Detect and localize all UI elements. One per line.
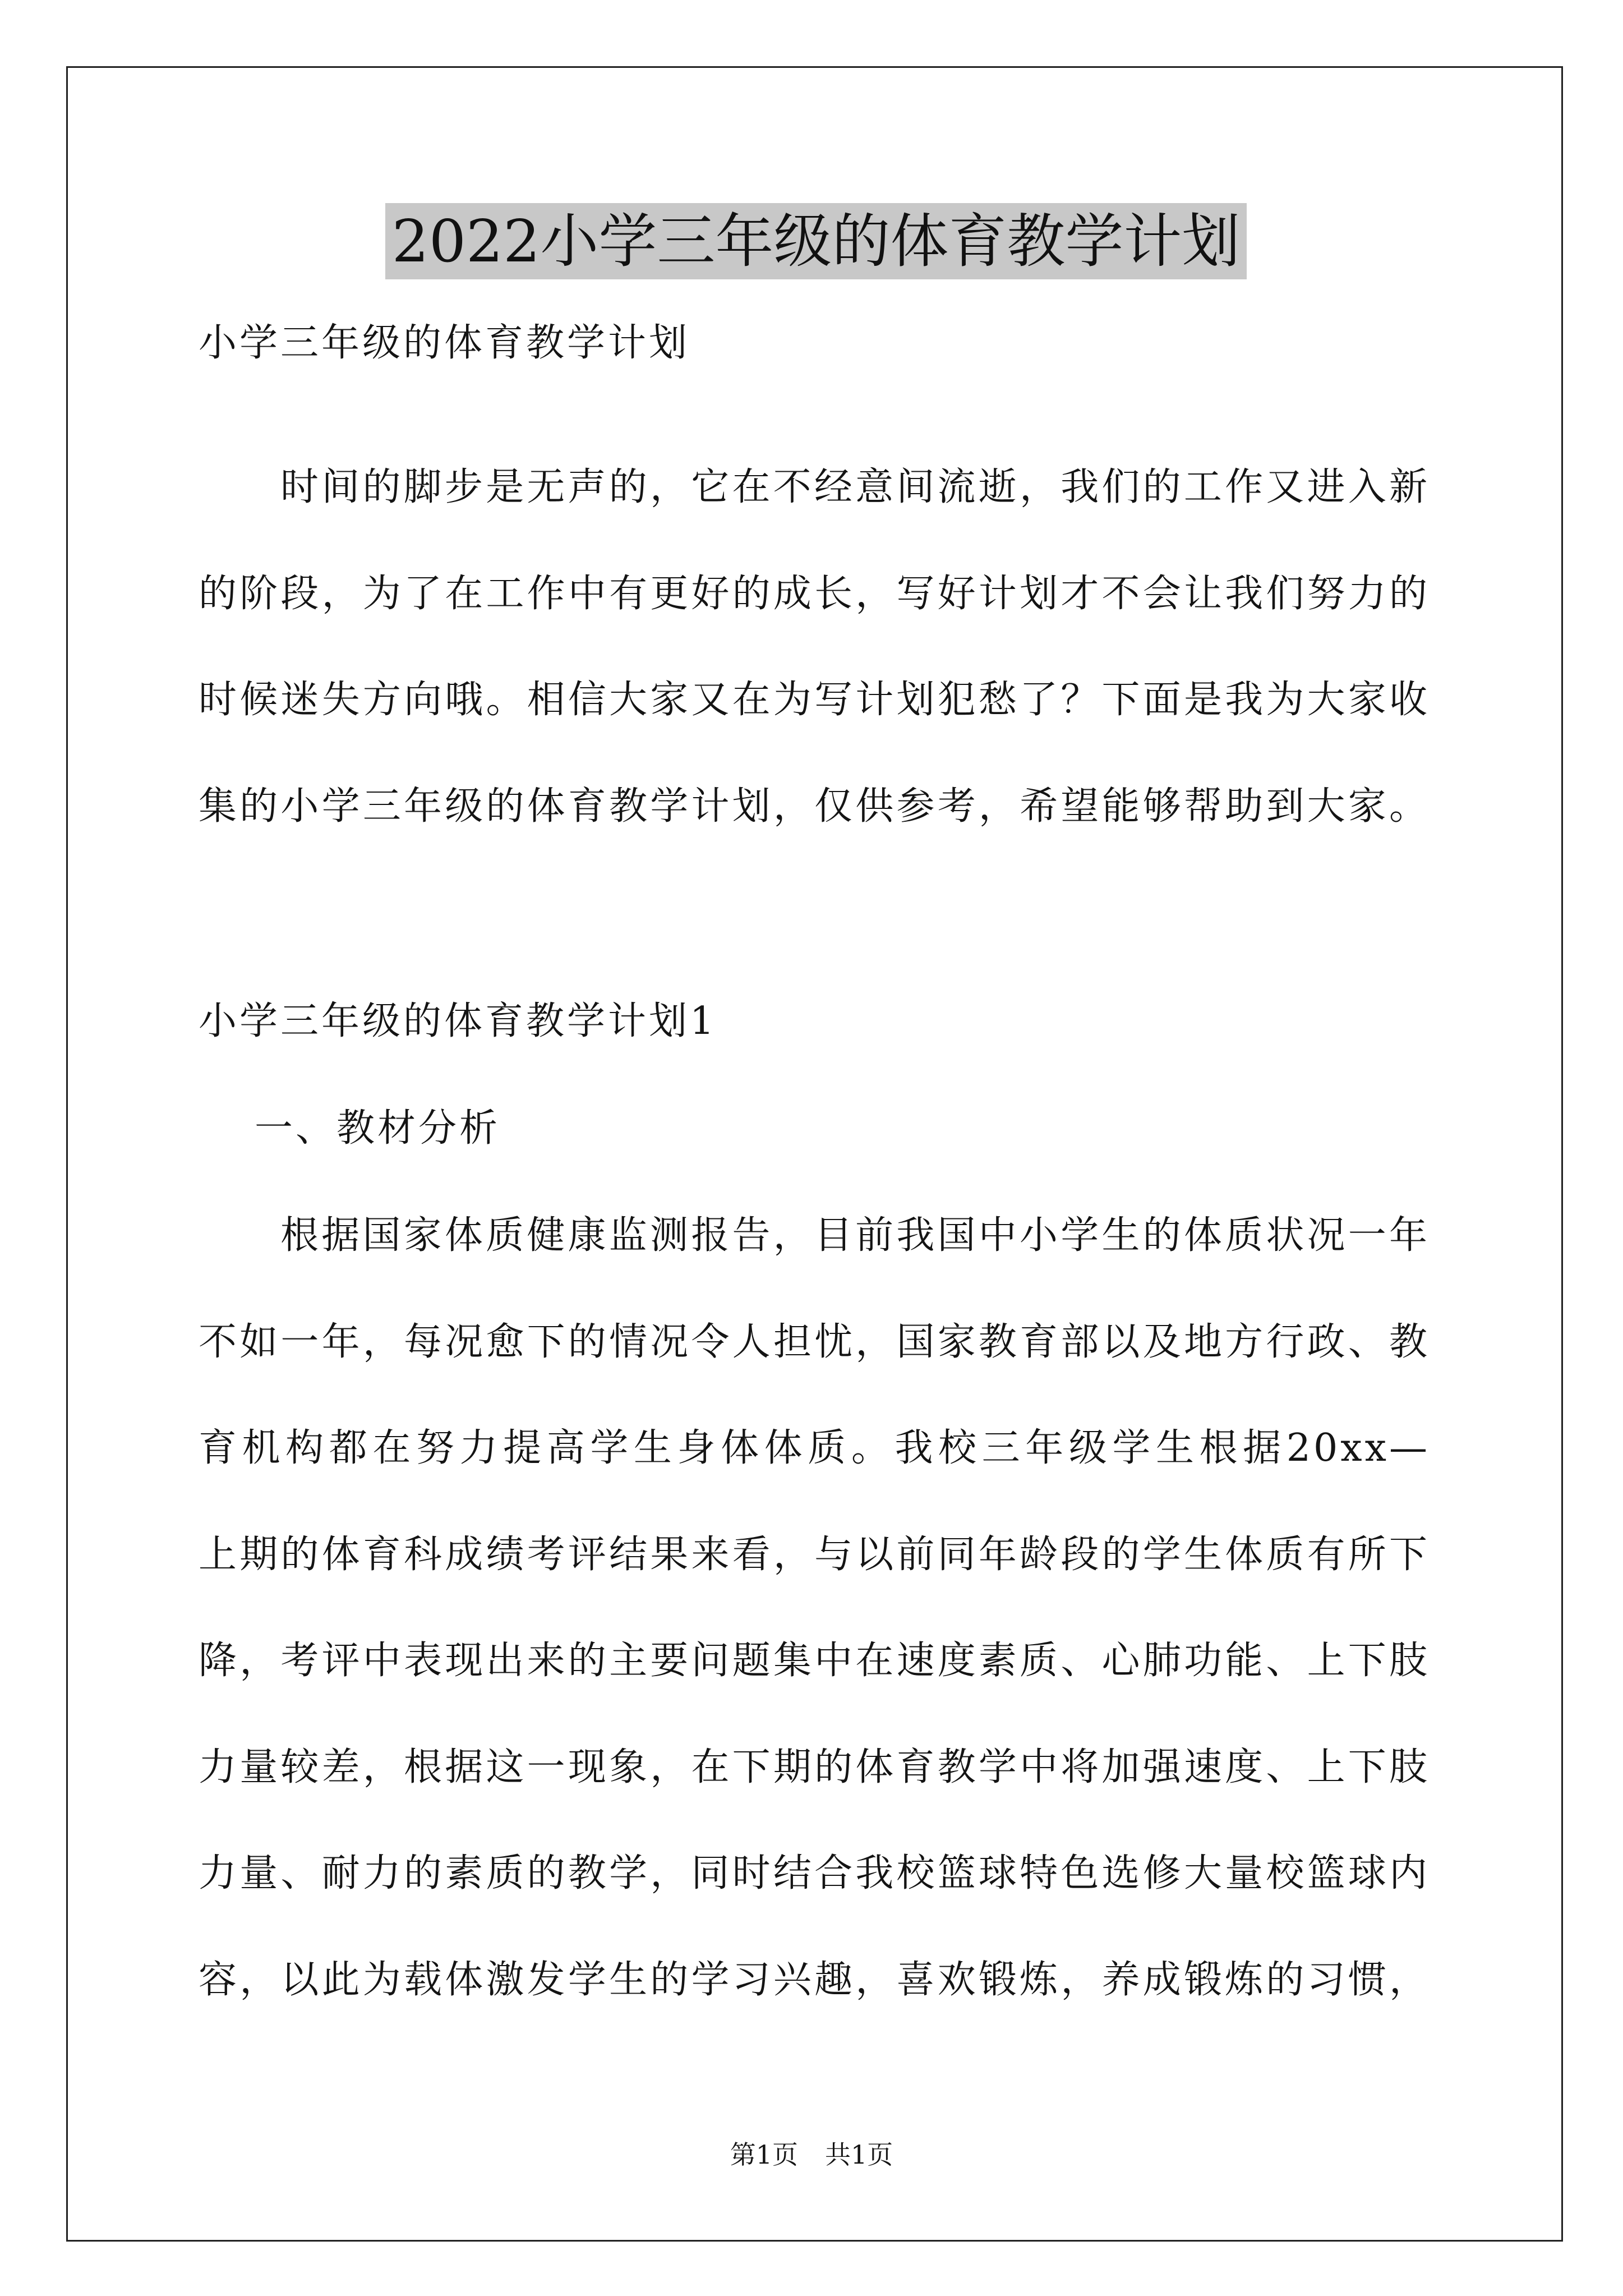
paragraph-line: 育机构都在努力提高学生身体体质。我校三年级学生根据20xx— — [199, 1426, 1430, 1470]
page-total: 共1页 — [825, 2139, 893, 2170]
body-paragraph — [199, 1182, 1430, 2033]
document-title: 2022小学三年级的体育教学计划 — [391, 207, 1241, 275]
paragraph-line: 根据国家体质健康监测报告，目前我国中小学生的体质状况一年 — [280, 1213, 1430, 1258]
document-subtitle-block — [199, 290, 1430, 397]
paragraph-line: 集的小学三年级的体育教学计划，仅供参考，希望能够帮助到大家。 — [199, 784, 1430, 829]
title-highlight — [385, 203, 1247, 279]
paragraph-line: 不如一年，每况愈下的情况令人担忧，国家教育部以及地方行政、教 — [199, 1319, 1430, 1364]
paragraph-line: 的阶段，为了在工作中有更好的成长，写好计划才不会让我们努力的 — [199, 571, 1430, 616]
subsection-heading-block — [199, 1075, 1430, 1182]
paragraph-line: 降，考评中表现出来的主要问题集中在速度素质、心肺功能、上下肢 — [199, 1639, 1430, 1683]
intro-paragraph — [199, 434, 1430, 859]
paragraph-line: 时间的脚步是无声的，它在不经意间流逝，我们的工作又进入新 — [280, 465, 1430, 509]
paragraph-line: 容，以此为载体激发学生的学习兴趣，喜欢锻炼，养成锻炼的习惯， — [199, 1957, 1430, 2002]
subsection-heading: 一、教材分析 — [255, 1106, 501, 1151]
paragraph-line: 上期的体育科成绩考评结果来看，与以前同年龄段的学生体质有所下 — [199, 1532, 1430, 1577]
paragraph-line: 力量较差，根据这一现象，在下期的体育教学中将加强速度、上下肢 — [199, 1745, 1430, 1789]
paragraph-line: 力量、耐力的素质的教学，同时结合我校篮球特色选修大量校篮球内 — [199, 1851, 1430, 1895]
paragraph-line: 时候迷失方向哦。相信大家又在为写计划犯愁了？下面是我为大家收 — [199, 678, 1430, 722]
page-number: 第1页 — [730, 2139, 798, 2170]
section-heading-block — [199, 968, 1430, 1075]
page-footer — [0, 2138, 1623, 2171]
section-heading: 小学三年级的体育教学计划1 — [199, 999, 717, 1043]
document-subtitle: 小学三年级的体育教学计划 — [199, 321, 690, 365]
